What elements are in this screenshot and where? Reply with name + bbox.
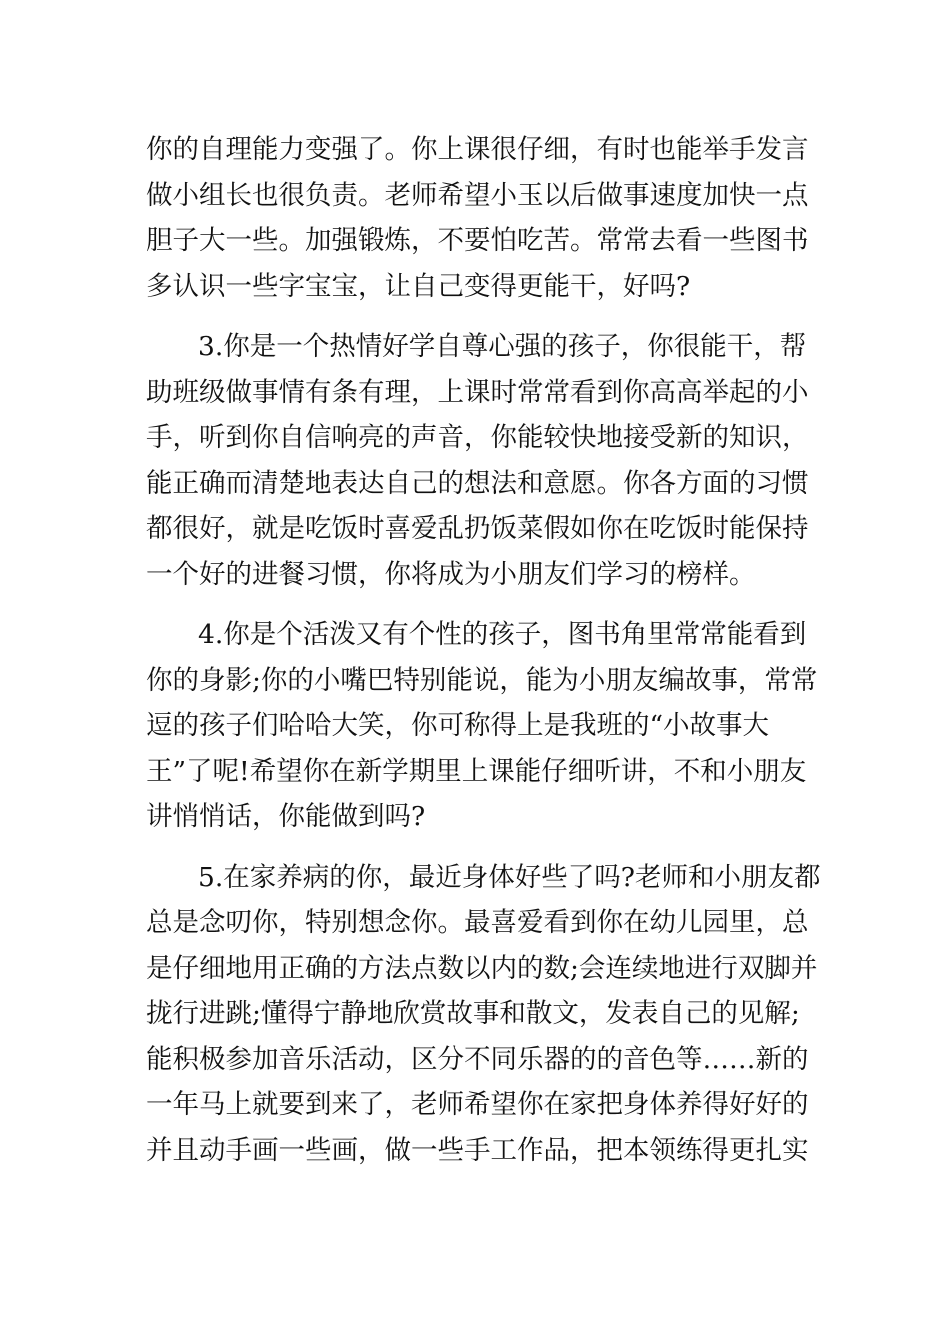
document-body: [146, 127, 821, 1173]
text-line: 总是念叨你，特别想念你。最喜爱看到你在幼儿园里，总: [146, 907, 809, 938]
text-line: 做小组长也很负责。老师希望小玉以后做事速度加快一点: [146, 179, 809, 211]
paragraph-2: [146, 324, 816, 597]
text-line: 4.你是个活泼又有个性的孩子，图书角里常常能看到: [198, 619, 807, 650]
text-line: 拢行进跳;懂得宁静地欣赏故事和散文，发表自己的见解;: [146, 998, 800, 1029]
paragraph-3: [146, 612, 816, 840]
text-line: 多认识一些字宝宝，让自己变得更能干，好吗?: [146, 270, 691, 302]
paragraph-spacer: [146, 597, 816, 612]
text-line: 5.在家养病的你，最近身体好些了吗?老师和小朋友都: [198, 861, 821, 893]
text-line: 是仔细地用正确的方法点数以内的数;会连续地进行双脚并: [146, 952, 818, 984]
paragraph-1: [146, 127, 816, 309]
text-line: 你的身影;你的小嘴巴特别能说，能为小朋友编故事，常常: [146, 664, 818, 696]
text-line: 一个好的进餐习惯，你将成为小朋友们学习的榜样。: [146, 558, 756, 590]
text-line: 王”了呢!希望你在新学期里上课能仔细听讲，不和小朋友: [146, 755, 807, 787]
text-line: 一年马上就要到来了，老师希望你在家把身体养得好好的: [146, 1089, 809, 1120]
paragraph-spacer: [146, 309, 816, 324]
text-line: 都很好，就是吃饭时喜爱乱扔饭菜假如你在吃饭时能保持: [146, 513, 809, 544]
text-line: 手，听到你自信响亮的声音，你能较快地接受新的知识，: [146, 422, 809, 453]
text-line: 胆子大一些。加强锻炼，不要怕吃苦。常常去看一些图书: [146, 225, 809, 256]
paragraph-4: [146, 855, 821, 1174]
text-line: 3.你是一个热情好学自尊心强的孩子，你很能干，帮: [198, 331, 807, 362]
text-line: 助班级做事情有条有理，上课时常常看到你高高举起的小: [146, 376, 809, 408]
text-line: 能积极参加音乐活动，区分不同乐器的的音色等……新的: [146, 1043, 809, 1075]
text-line: 你的自理能力变强了。你上课很仔细，有时也能举手发言: [146, 134, 809, 165]
text-line: 能正确而清楚地表达自己的想法和意愿。你各方面的习惯: [146, 467, 809, 499]
text-line: 讲悄悄话，你能做到吗?: [146, 801, 426, 832]
text-line: 并且动手画一些画，做一些手工作品，把本领练得更扎实: [146, 1134, 809, 1166]
text-line: 逗的孩子们哈哈大笑，你可称得上是我班的“小故事大: [146, 710, 770, 741]
paragraph-spacer: [146, 840, 816, 855]
